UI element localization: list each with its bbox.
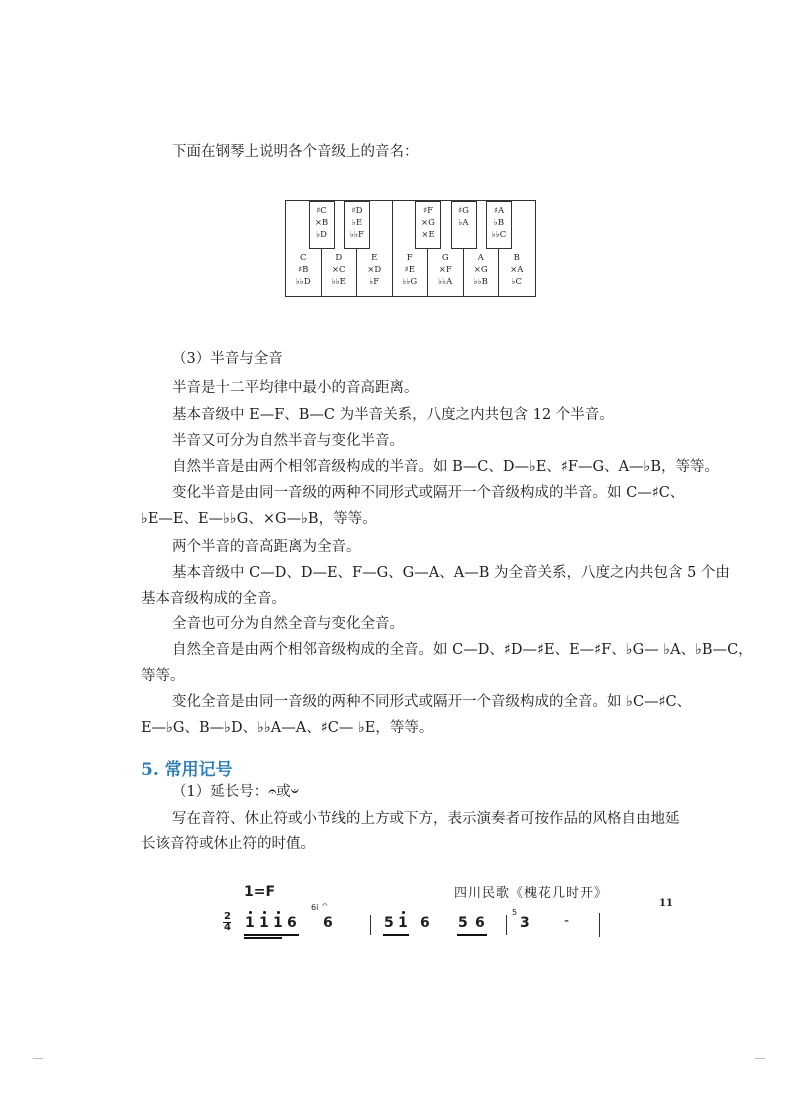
black-key <box>309 201 335 249</box>
note-name: ♯B <box>298 265 309 275</box>
note-name: ♭♭C <box>491 230 507 240</box>
note-name: C <box>299 253 307 263</box>
note: 6 <box>323 915 333 931</box>
note: 1 <box>245 915 255 931</box>
note: 3 <box>520 915 530 931</box>
text-line: 写在音符、休止符或小节线的上方或下方，表示演奏者可按作品的风格自由地延 <box>172 811 680 827</box>
piano-diagram <box>285 200 536 297</box>
barline <box>599 913 600 937</box>
key-label <box>322 252 357 288</box>
note-name: ×A <box>510 265 524 275</box>
note-name: ♭B <box>493 218 505 228</box>
note: 5 <box>458 915 468 931</box>
black-key <box>451 201 477 249</box>
key-label <box>452 205 476 229</box>
text-line: 基本音级构成的全音。 <box>141 591 286 607</box>
note-name: ×E <box>421 230 435 240</box>
text-line: 长该音符或休止符的时值。 <box>141 836 315 852</box>
key-label <box>428 252 463 288</box>
note-name: ♯E <box>404 265 415 275</box>
text-line: 两个半音的音高距离为全音。 <box>172 539 361 555</box>
note-name: ♭♭B <box>473 277 488 287</box>
high-octave-dot <box>249 911 252 914</box>
text-line: ♭E—E、E—♭♭G、×G—♭B，等等。 <box>141 511 377 527</box>
fermata-subtitle: （1）延长号：𝄐或𝄑 <box>172 784 299 800</box>
section-5-heading: 5. 常用记号 <box>141 760 233 780</box>
note-name: ♯G <box>458 206 469 216</box>
note-name: ♭F <box>369 277 380 287</box>
key-label <box>499 252 535 288</box>
text-line: 变化全音是由同一音级的两种不同形式或隔开一个音级构成的全音。如 ♭C—♯C、 <box>172 694 692 710</box>
note-name: ♯C <box>316 206 327 216</box>
key-label <box>416 205 440 241</box>
text-line: 自然半音是由两个相邻音级构成的半音。如 B—C、D—♭E、♯F—G、A—♭B，等等。 <box>172 459 720 475</box>
note-name: F <box>406 253 413 263</box>
note: 6 <box>475 915 485 931</box>
note-name: D <box>335 253 343 263</box>
key-label <box>310 205 334 241</box>
text-line: 自然全音是由两个相邻音级构成的全音。如 C—D、♯D—♯E、E—♯F、♭G— ♭A、♭B—C， <box>172 642 753 658</box>
time-sig-top: 2 <box>224 911 231 922</box>
high-octave-dot <box>277 911 280 914</box>
note-name: ♯D <box>351 206 363 216</box>
note-name: ♯F <box>422 206 433 216</box>
text-line: 半音又可分为自然半音与变化半音。 <box>172 433 404 449</box>
note-name: B <box>513 253 520 263</box>
high-octave-dot <box>402 911 405 914</box>
key-label <box>487 205 511 241</box>
note-name: ♭E <box>351 218 363 228</box>
barline <box>370 915 371 935</box>
song-source: 四川民歌《槐花几时开》 <box>454 886 609 901</box>
text-line: 等等。 <box>141 668 185 684</box>
note: 6 <box>420 915 430 931</box>
note-name: ×D <box>367 265 382 275</box>
note-name: ×B <box>314 218 329 228</box>
note-name: ♭D <box>316 230 327 240</box>
note-name: A <box>477 253 484 263</box>
fermata-icon: 𝄐 <box>322 900 328 911</box>
page-edge-mark <box>755 1058 765 1059</box>
note-name: ×G <box>421 218 435 228</box>
beam-line <box>244 937 282 939</box>
key-label <box>286 252 321 288</box>
black-key <box>344 201 370 249</box>
text-line: 基本音级中 C—D、D—E、F—G、G—A、A—B 为全音关系，八度之内共包含 5 个由 <box>172 565 730 581</box>
note: 1 <box>398 915 408 931</box>
key-label <box>464 252 499 288</box>
note-name: ♭♭A <box>438 277 453 287</box>
note-name: ♭♭G <box>402 277 418 287</box>
note-name: ♭C <box>511 277 522 287</box>
note-name: G <box>441 253 449 263</box>
key-label <box>393 252 428 288</box>
grace-notes: 5 <box>512 908 518 917</box>
black-key <box>415 201 441 249</box>
dash: - <box>564 913 570 929</box>
note-name: ♭♭E <box>331 277 346 287</box>
text-line: E—♭G、B—♭D、♭♭A—A、♯C— ♭E，等等。 <box>141 720 434 736</box>
high-octave-dot <box>263 911 266 914</box>
time-sig-bottom: 4 <box>224 922 231 933</box>
barline <box>506 915 507 935</box>
black-key <box>486 201 512 249</box>
note-name: ♯A <box>493 206 505 216</box>
note-name: ×C <box>331 265 346 275</box>
note: 5 <box>384 915 394 931</box>
note-name: ×F <box>438 265 452 275</box>
grace-notes: 6i <box>311 903 319 912</box>
text-line: 全音也可分为自然全音与变化全音。 <box>172 616 404 632</box>
beam-line <box>383 934 409 936</box>
note-name: E <box>371 253 378 263</box>
intro-text: 下面在钢琴上说明各个音级上的音名： <box>172 144 419 160</box>
note-name: ♭♭F <box>350 230 364 240</box>
key-label <box>345 205 369 241</box>
text-line: 基本音级中 E—F、B—C 为半音关系，八度之内共包含 12 个半音。 <box>172 407 614 423</box>
page-number: 11 <box>659 898 673 909</box>
key-label <box>357 252 392 288</box>
note: 1 <box>259 915 269 931</box>
section-3-title: （3）半音与全音 <box>172 351 283 367</box>
note-name: ♭♭D <box>295 277 311 287</box>
note-name: ♭A <box>458 218 469 228</box>
page-edge-mark <box>33 1058 43 1059</box>
note-name: ×G <box>473 265 488 275</box>
beam-line <box>244 934 299 936</box>
text-line: 半音是十二平均律中最小的音高距离。 <box>172 380 419 396</box>
beam-line <box>457 934 487 936</box>
note: 6 <box>287 915 297 931</box>
text-line: 变化半音是由同一音级的两种不同形式或隔开一个音级构成的半音。如 C—♯C、 <box>172 485 685 501</box>
note: 1 <box>273 915 283 931</box>
key-signature: 1=F <box>244 884 276 900</box>
